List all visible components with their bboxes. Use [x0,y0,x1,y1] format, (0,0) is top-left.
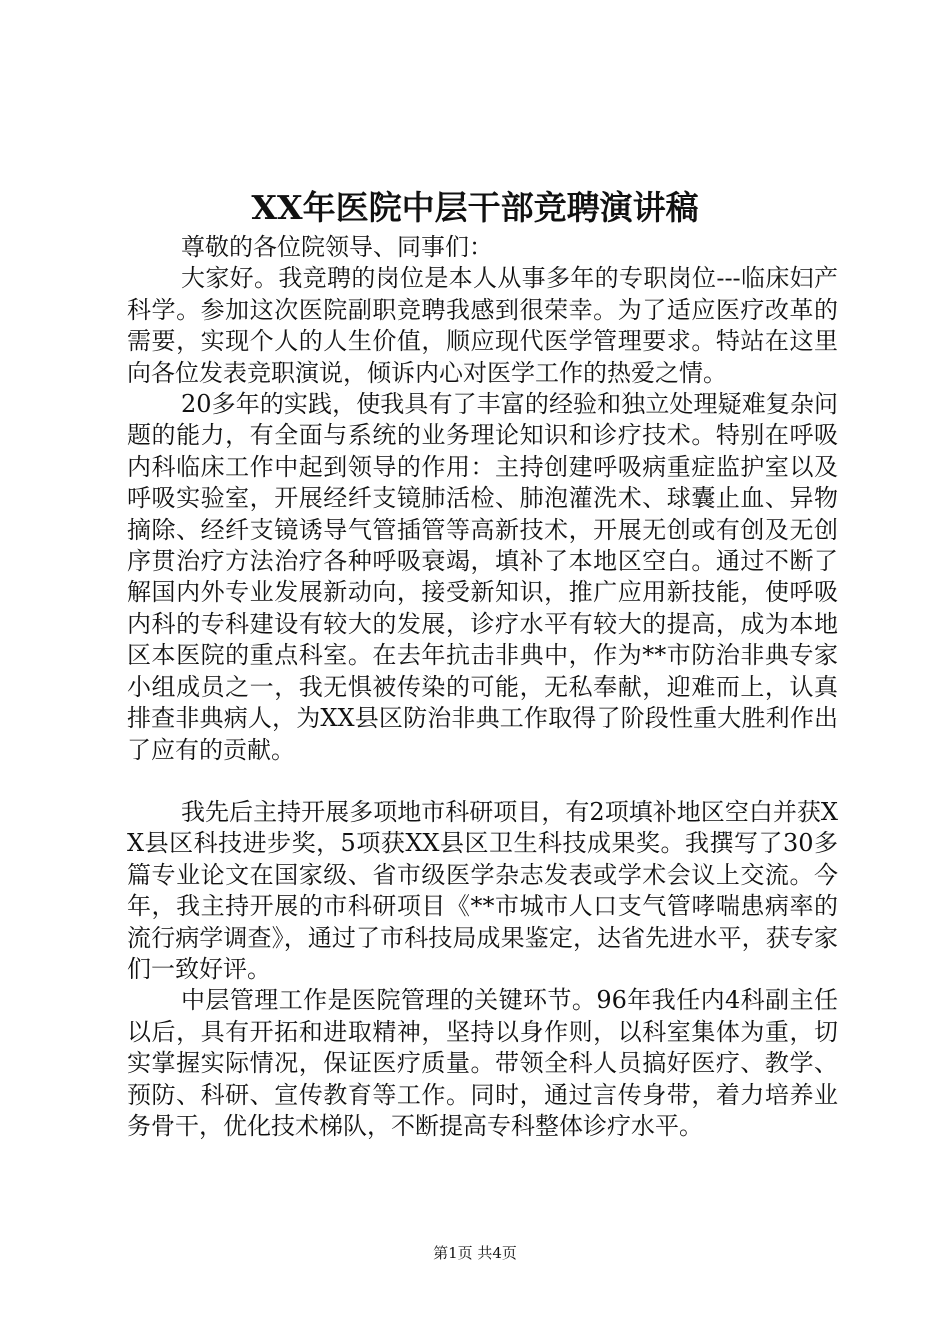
page-number-footer: 第1页 共4页 [433,1244,517,1262]
salutation-paragraph: 尊敬的各位院领导、同事们： [181,233,493,261]
document-body [127,232,838,1142]
paragraph-spacer [127,766,838,797]
management-paragraph: 中层管理工作是医院管理的关键环节。96年我任内4科副主任以后，具有开拓和进取精神，坚持以身作则，以科室集体为重，切实掌握实际情况，保证医疗质量。带领全科人员搞好医疗、教学、预防、科研、宣传教育等工作。同时，通过言传身带，着力培养业务骨干，优化技术梯队，不断提高专科整体诊疗水平。 [127,986,838,1140]
document-title: XX年医院中层干部竞聘演讲稿 [251,188,699,227]
research-paragraph: 我先后主持开展多项地市科研项目，有2项填补地区空白并获XX县区科技进步奖，5项获XX县区卫生科技成果奖。我撰写了30多篇专业论文在国家级、省市级医学杂志发表或学术会议上交流。今年，我主持开展的市科研项目《**市城市人口支气管哮喘患病率的流行病学调查》，通过了市科技局成果鉴定，达省先进水平，获专家们一致好评。 [127,797,838,983]
intro-paragraph: 大家好。我竞聘的岗位是本人从事多年的专职岗位---临床妇产科学。参加这次医院副职竞聘我感到很荣幸。为了适应医疗改革的需要，实现个人的人生价值，顺应现代医学管理要求。特站在这里向各位发表竞职演说，倾诉内心对医学工作的热爱之情。 [127,264,838,387]
experience-paragraph: 20多年的实践，使我具有了丰富的经验和独立处理疑难复杂问题的能力，有全面与系统的业务理论知识和诊疗技术。特别在呼吸内科临床工作中起到领导的作用：主持创建呼吸病重症监护室以及呼吸实验室，开展经纤支镜肺活检、肺泡灌洗术、球囊止血、异物摘除、经纤支镜诱导气管插管等高新技术，开展无创或有创及无创序贯治疗方法治疗各种呼吸衰竭，填补了本地区空白。通过不断了解国内外专业发展新动向，接受新知识，推广应用新技能，使呼吸内科的专科建设有较大的发展，诊疗水平有较大的提高，成为本地区本医院的重点科室。在去年抗击非典中，作为**市防治非典专家小组成员之一，我无惧被传染的可能，无私奉献，迎难而上，认真排查非典病人，为XX县区防治非典工作取得了阶段性重大胜利作出了应有的贡献。 [127,390,838,764]
